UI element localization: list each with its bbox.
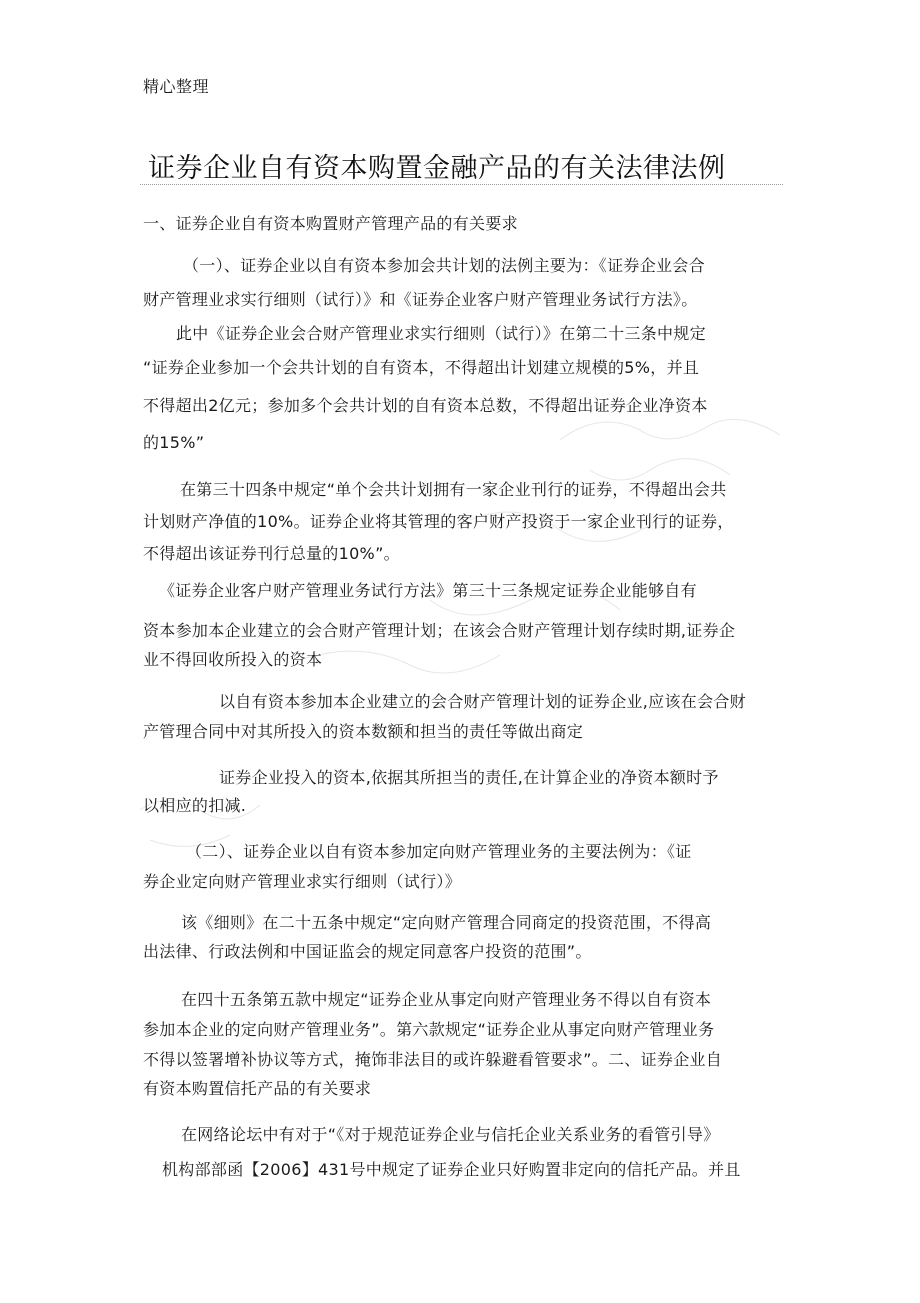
paragraph-line: 财产管理业求实行细则（试行）》和《证券企业客户财产管理业务试行方法》。 (143, 290, 698, 309)
paragraph-line: “证券企业参加一个会共计划的自有资本，不得超出计划建立规模的5%，并且 (143, 358, 700, 377)
paragraph-line: 不得超出2亿元；参加多个会共计划的自有资本总数，不得超出证券企业净资本 (143, 396, 708, 415)
paragraph-line: 该《细则》在二十五条中规定“定向财产管理合同商定的投资范围，不得高 (181, 913, 712, 932)
paragraph-line: 出法律、行政法例和中国证监会的规定同意客户投资的范围”。 (143, 942, 592, 961)
section-heading-1: 一、证券企业自有资本购置财产管理产品的有关要求 (143, 214, 518, 233)
paragraph-line: 在第三十四条中规定“单个会共计划拥有一家企业刊行的证券，不得超出会共 (180, 480, 727, 499)
paragraph-line: 的15%” (143, 433, 205, 452)
paragraph-line: （一）、证券企业以自有资本参加会共计划的法例主要为：《证券企业会合 (183, 256, 705, 275)
title-divider (140, 184, 783, 185)
document-title: 证券企业自有资本购置金融产品的有关法律法例 (148, 153, 726, 184)
paragraph-line: 不得以签署增补协议等方式，掩饰非法目的或许躲避看管要求”。二、证券企业自 (143, 1050, 723, 1069)
paragraph-line: 参加本企业的定向财产管理业务”。第六款规定“证券企业从事定向财产管理业务 (143, 1020, 715, 1039)
paragraph-line: 有资本购置信托产品的有关要求 (143, 1079, 372, 1098)
paragraph-line: 产管理合同中对其所投入的资本数额和担当的责任等做出商定 (143, 722, 584, 741)
paragraph-line: 资本参加本企业建立的会合财产管理计划；在该会合财产管理计划存续时期,证券企 (143, 621, 736, 640)
paragraph-line: （二）、证券企业以自有资本参加定向财产管理业务的主要法例为：《证 (186, 842, 692, 861)
paragraph-line: 业不得回收所投入的资本 (143, 650, 323, 669)
paragraph-line: 在四十五条第五款中规定“证券企业从事定向财产管理业务不得以自有资本 (181, 990, 712, 1009)
paragraph-line: 券企业定向财产管理业求实行细则（试行）》 (143, 872, 462, 891)
paragraph-line: 证券企业投入的资本,依据其所担当的责任,在计算企业的净资本额时予 (219, 768, 719, 787)
paragraph-line: 此中《证券企业会合财产管理业求实行细则（试行）》在第二十三条中规定 (176, 324, 706, 343)
paragraph-line: 以自有资本参加本企业建立的会合财产管理计划的证券企业,应该在会合财 (219, 692, 746, 711)
paragraph-line: 机构部部函【2006】431号中规定了证券企业只好购置非定向的信托产品。并且 (162, 1160, 741, 1179)
paragraph-line: 以相应的扣减. (143, 796, 247, 815)
header-note: 精心整理 (143, 77, 210, 96)
paragraph-line: 《证券企业客户财产管理业务试行方法》第三十三条规定证券企业能够自有 (159, 581, 697, 600)
paragraph-line: 在网络论坛中有对于“《对于规范证券企业与信托企业关系业务的看管引导》 (181, 1125, 720, 1144)
paragraph-line: 计划财产净值的10%。证券企业将其管理的客户财产投资于一家企业刊行的证券， (143, 512, 734, 531)
paragraph-line: 不得超出该证券刊行总量的10%”。 (143, 544, 400, 563)
